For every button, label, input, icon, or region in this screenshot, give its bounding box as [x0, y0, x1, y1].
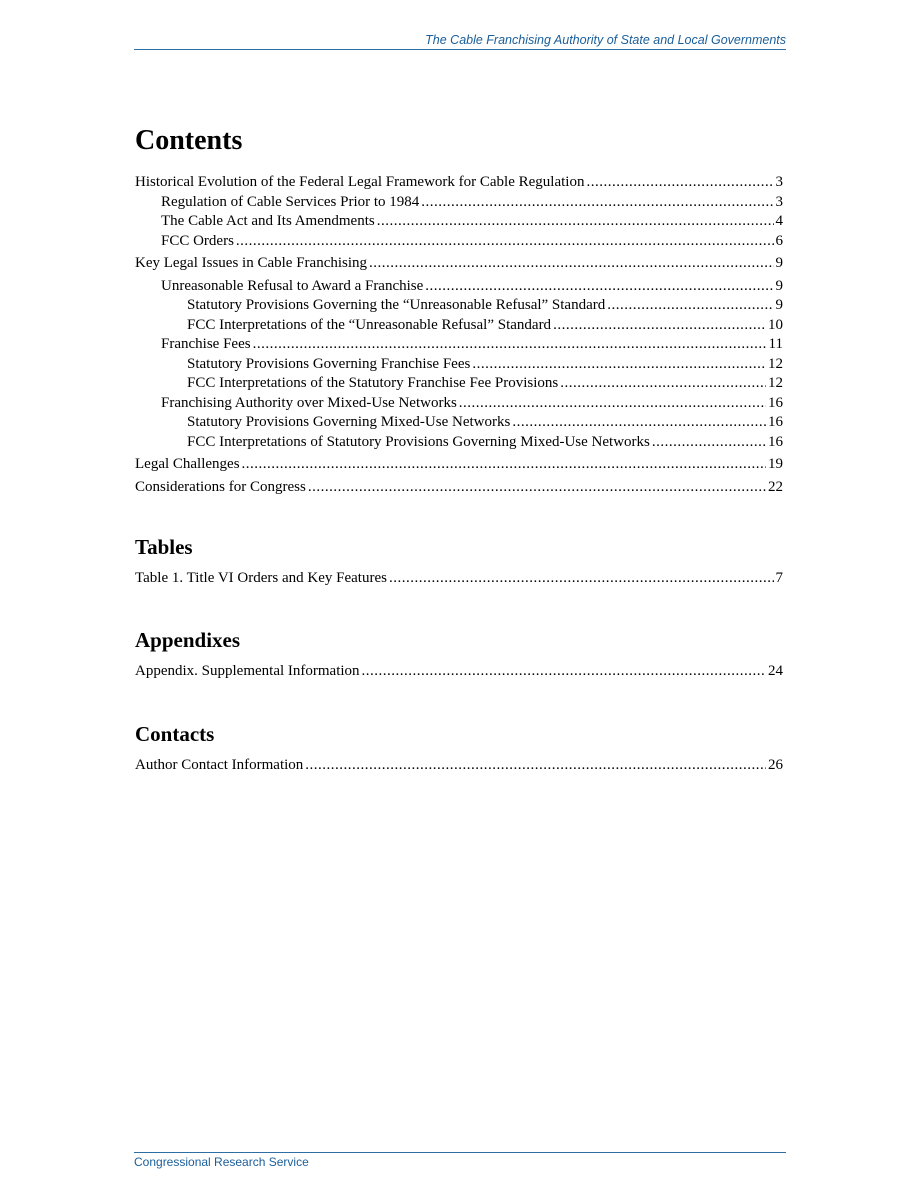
- toc-entry-page: 12: [768, 375, 783, 391]
- dot-leader: [553, 316, 766, 336]
- contacts-list: [135, 756, 783, 776]
- page-footer: [134, 1152, 786, 1169]
- toc-entry-title: Statutory Provisions Governing Franchise Fees: [187, 355, 471, 372]
- dot-leader: [472, 355, 766, 375]
- dot-leader: [389, 569, 774, 589]
- toc-entry-page: 3: [775, 174, 783, 190]
- tables-heading: Tables: [135, 535, 193, 559]
- dot-leader: [369, 254, 773, 274]
- toc-entry[interactable]: [135, 756, 783, 776]
- toc-entry-title: Franchising Authority over Mixed-Use Networks: [161, 394, 457, 411]
- toc-entry[interactable]: [135, 212, 783, 232]
- toc-entry-page: 16: [768, 394, 783, 411]
- running-header-title: The Cable Franchising Authority of State and Local Governments: [425, 33, 786, 47]
- toc-entry-title: FCC Orders: [161, 232, 234, 249]
- toc-entry-page: 6: [775, 232, 783, 249]
- toc-entry-page: 22: [768, 478, 783, 495]
- toc-entry[interactable]: [135, 173, 783, 193]
- toc-entry-title: Statutory Provisions Governing Mixed-Use Networks: [187, 414, 511, 430]
- toc-entry-title: Author Contact Information: [135, 757, 304, 773]
- toc-entry-page: 10: [768, 316, 783, 333]
- toc-entry-title: Statutory Provisions Governing the “Unreasonable Refusal” Standard: [187, 297, 606, 313]
- toc-entry-title: Unreasonable Refusal to Award a Franchise: [161, 277, 424, 294]
- dot-leader: [459, 394, 766, 414]
- toc-entry-title: FCC Interpretations of the “Unreasonable Refusal” Standard: [187, 316, 552, 333]
- toc-entry[interactable]: [135, 478, 783, 498]
- toc-entry-page: 9: [775, 297, 783, 313]
- toc-entry[interactable]: [135, 455, 783, 475]
- toc-entry-title: The Cable Act and Its Amendments: [161, 213, 375, 229]
- toc-entry-page: 9: [775, 277, 783, 294]
- dot-leader: [253, 335, 767, 355]
- toc-entry-page: 16: [768, 433, 783, 450]
- dot-leader: [586, 173, 773, 193]
- toc-entry-title: Key Legal Issues in Cable Franchising: [135, 255, 368, 271]
- dot-leader: [305, 756, 766, 776]
- toc-entry-title: FCC Interpretations of Statutory Provisions Governing Mixed-Use Networks: [187, 433, 650, 450]
- dot-leader: [512, 413, 766, 433]
- toc-entry-page: 26: [768, 757, 783, 773]
- toc-entry-page: 7: [775, 570, 783, 586]
- toc-entry[interactable]: [135, 355, 783, 375]
- toc-entry-title: Historical Evolution of the Federal Legal Framework for Cable Regulation: [135, 174, 585, 190]
- dot-leader: [607, 296, 773, 316]
- toc-entry[interactable]: [135, 277, 783, 297]
- contents-heading: Contents: [135, 125, 243, 156]
- toc-entry[interactable]: [135, 413, 783, 433]
- toc-entry[interactable]: [135, 254, 783, 274]
- dot-leader: [560, 374, 766, 394]
- toc-entry[interactable]: [135, 569, 783, 589]
- toc-entry-page: 12: [768, 355, 783, 372]
- toc-entry[interactable]: [135, 374, 783, 394]
- toc-entry-title: FCC Interpretations of the Statutory Franchise Fee Provisions: [187, 375, 559, 391]
- footer-text: Congressional Research Service: [134, 1155, 309, 1169]
- toc-entry[interactable]: [135, 296, 783, 316]
- appendixes-list: [135, 662, 783, 682]
- dot-leader: [236, 232, 774, 252]
- appendixes-heading: Appendixes: [135, 628, 241, 652]
- tables-list: [135, 569, 783, 589]
- toc-entry[interactable]: [135, 335, 783, 355]
- toc-entry[interactable]: [135, 232, 783, 252]
- toc-entry-title: Table 1. Title VI Orders and Key Features: [135, 570, 387, 586]
- dot-leader: [377, 212, 774, 232]
- contents-list: [135, 173, 783, 497]
- toc-entry-title: Regulation of Cable Services Prior to 1984: [161, 193, 420, 210]
- toc-entry-title: Legal Challenges: [135, 456, 240, 472]
- toc-entry-page: 3: [775, 193, 783, 210]
- toc-entry-title: Franchise Fees: [161, 336, 251, 352]
- toc-entry-title: Considerations for Congress: [135, 478, 306, 495]
- toc-entry-page: 11: [768, 336, 783, 352]
- dot-leader: [362, 662, 766, 682]
- toc-entry-page: 24: [768, 663, 783, 679]
- toc-entry[interactable]: [135, 662, 783, 682]
- toc-entry-page: 9: [775, 255, 783, 271]
- dot-leader: [308, 478, 766, 498]
- dot-leader: [421, 193, 773, 213]
- toc-entry-page: 4: [775, 213, 783, 229]
- toc-entry-page: 16: [768, 414, 783, 430]
- dot-leader: [652, 433, 766, 453]
- toc-entry-page: 19: [768, 456, 783, 472]
- toc-entry[interactable]: [135, 193, 783, 213]
- toc-entry[interactable]: [135, 433, 783, 453]
- toc-entry-title: Appendix. Supplemental Information: [135, 663, 360, 679]
- toc-entry[interactable]: [135, 394, 783, 414]
- contacts-heading: Contacts: [135, 722, 215, 746]
- toc-entry[interactable]: [135, 316, 783, 336]
- dot-leader: [242, 455, 766, 475]
- dot-leader: [425, 277, 773, 297]
- running-header: [134, 33, 786, 50]
